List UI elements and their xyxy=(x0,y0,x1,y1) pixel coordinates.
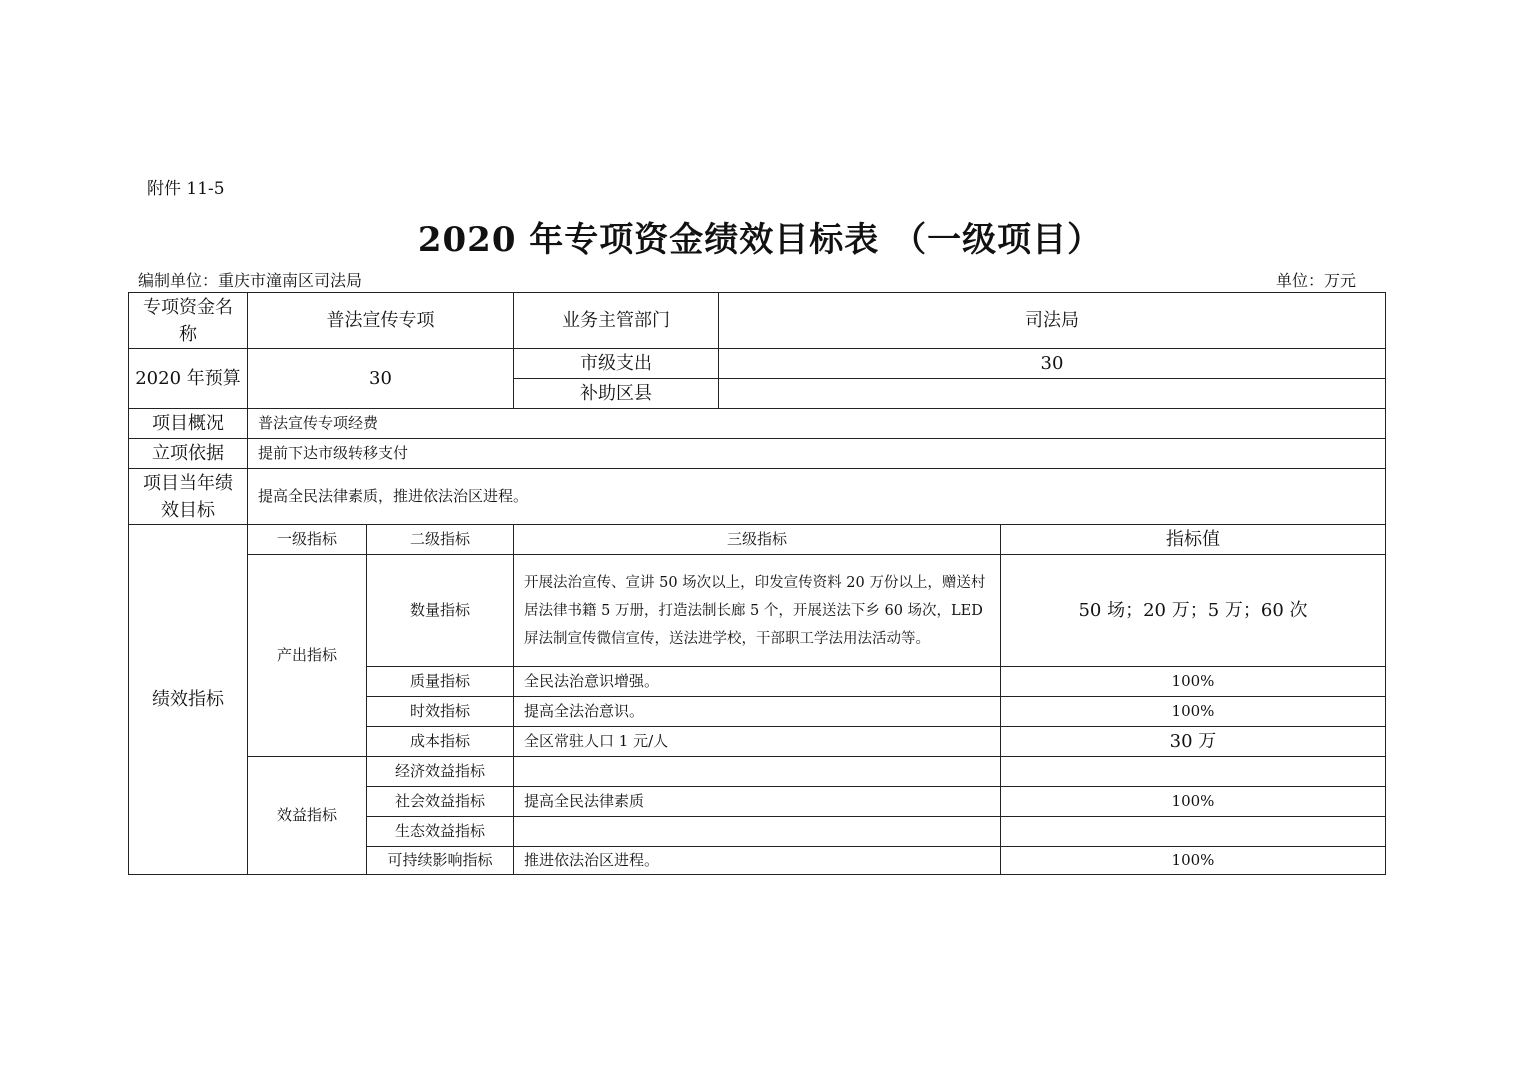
table-row xyxy=(129,293,1386,349)
sustainable-impact-indicator: 可持续影响指标 xyxy=(367,847,514,875)
social-benefit-detail: 提高全民法律素质 xyxy=(514,787,1001,817)
table-row xyxy=(129,525,1386,555)
header-level3: 三级指标 xyxy=(514,525,1001,555)
page-title: 2020 年专项资金绩效目标表 （一级项目） xyxy=(417,220,1103,260)
budget-label: 2020 年预算 xyxy=(129,349,248,409)
cost-indicator-detail: 全区常驻人口 1 元/人 xyxy=(514,727,1001,757)
quality-indicator: 质量指标 xyxy=(367,667,514,697)
timeliness-indicator-value: 100% xyxy=(1001,697,1386,727)
table-row xyxy=(129,409,1386,439)
budget-value: 30 xyxy=(248,349,514,409)
header-value: 指标值 xyxy=(1001,525,1386,555)
table-row xyxy=(129,555,1386,667)
subsidy-value xyxy=(719,379,1386,409)
cost-indicator-value: 30 万 xyxy=(1001,727,1386,757)
benefit-indicator-label: 效益指标 xyxy=(248,757,367,875)
table-row xyxy=(129,757,1386,787)
economic-benefit-detail xyxy=(514,757,1001,787)
fund-name-value: 普法宣传专项 xyxy=(248,293,514,349)
ecological-benefit-value xyxy=(1001,817,1386,847)
output-indicator-label: 产出指标 xyxy=(248,555,367,757)
sustainable-impact-detail: 推进依法治区进程。 xyxy=(514,847,1001,875)
ecological-benefit-indicator: 生态效益指标 xyxy=(367,817,514,847)
dept-value: 司法局 xyxy=(719,293,1386,349)
currency-unit: 单位：万元 xyxy=(1276,271,1357,290)
compiling-unit: 编制单位：重庆市潼南区司法局 xyxy=(138,271,363,290)
quality-indicator-value: 100% xyxy=(1001,667,1386,697)
subsidy-label: 补助区县 xyxy=(514,379,719,409)
quantity-indicator-value: 50 场；20 万；5 万；60 次 xyxy=(1001,555,1386,667)
overview-value: 普法宣传专项经费 xyxy=(248,409,1386,439)
economic-benefit-indicator: 经济效益指标 xyxy=(367,757,514,787)
timeliness-indicator-detail: 提高全法治意识。 xyxy=(514,697,1001,727)
timeliness-indicator: 时效指标 xyxy=(367,697,514,727)
quantity-indicator: 数量指标 xyxy=(367,555,514,667)
basis-value: 提前下达市级转移支付 xyxy=(248,439,1386,469)
city-expenditure-label: 市级支出 xyxy=(514,349,719,379)
table-row xyxy=(129,439,1386,469)
performance-target-table xyxy=(128,292,1386,875)
performance-section-label: 绩效指标 xyxy=(129,525,248,875)
sustainable-impact-value: 100% xyxy=(1001,847,1386,875)
quantity-indicator-detail: 开展法治宣传、宣讲 50 场次以上，印发宣传资料 20 万份以上，赠送村居法律书籍 5 万册，打造法制长廊 5 个，开展送法下乡 60 场次，LED 屏法制宣传微信宣传，送法进学校，干部职工学法用法活动等。 xyxy=(514,555,1001,667)
attachment-number: 附件 11-5 xyxy=(147,179,225,199)
ecological-benefit-detail xyxy=(514,817,1001,847)
goal-value: 提高全民法律素质，推进依法治区进程。 xyxy=(248,469,1386,525)
header-level2: 二级指标 xyxy=(367,525,514,555)
city-expenditure-value: 30 xyxy=(719,349,1386,379)
social-benefit-indicator: 社会效益指标 xyxy=(367,787,514,817)
basis-label: 立项依据 xyxy=(129,439,248,469)
overview-label: 项目概况 xyxy=(129,409,248,439)
dept-label: 业务主管部门 xyxy=(514,293,719,349)
header-level1: 一级指标 xyxy=(248,525,367,555)
fund-name-label: 专项资金名称 xyxy=(129,293,248,349)
table-row xyxy=(129,349,1386,379)
social-benefit-value: 100% xyxy=(1001,787,1386,817)
table-row xyxy=(129,469,1386,525)
economic-benefit-value xyxy=(1001,757,1386,787)
cost-indicator: 成本指标 xyxy=(367,727,514,757)
goal-label: 项目当年绩效目标 xyxy=(129,469,248,525)
quality-indicator-detail: 全民法治意识增强。 xyxy=(514,667,1001,697)
